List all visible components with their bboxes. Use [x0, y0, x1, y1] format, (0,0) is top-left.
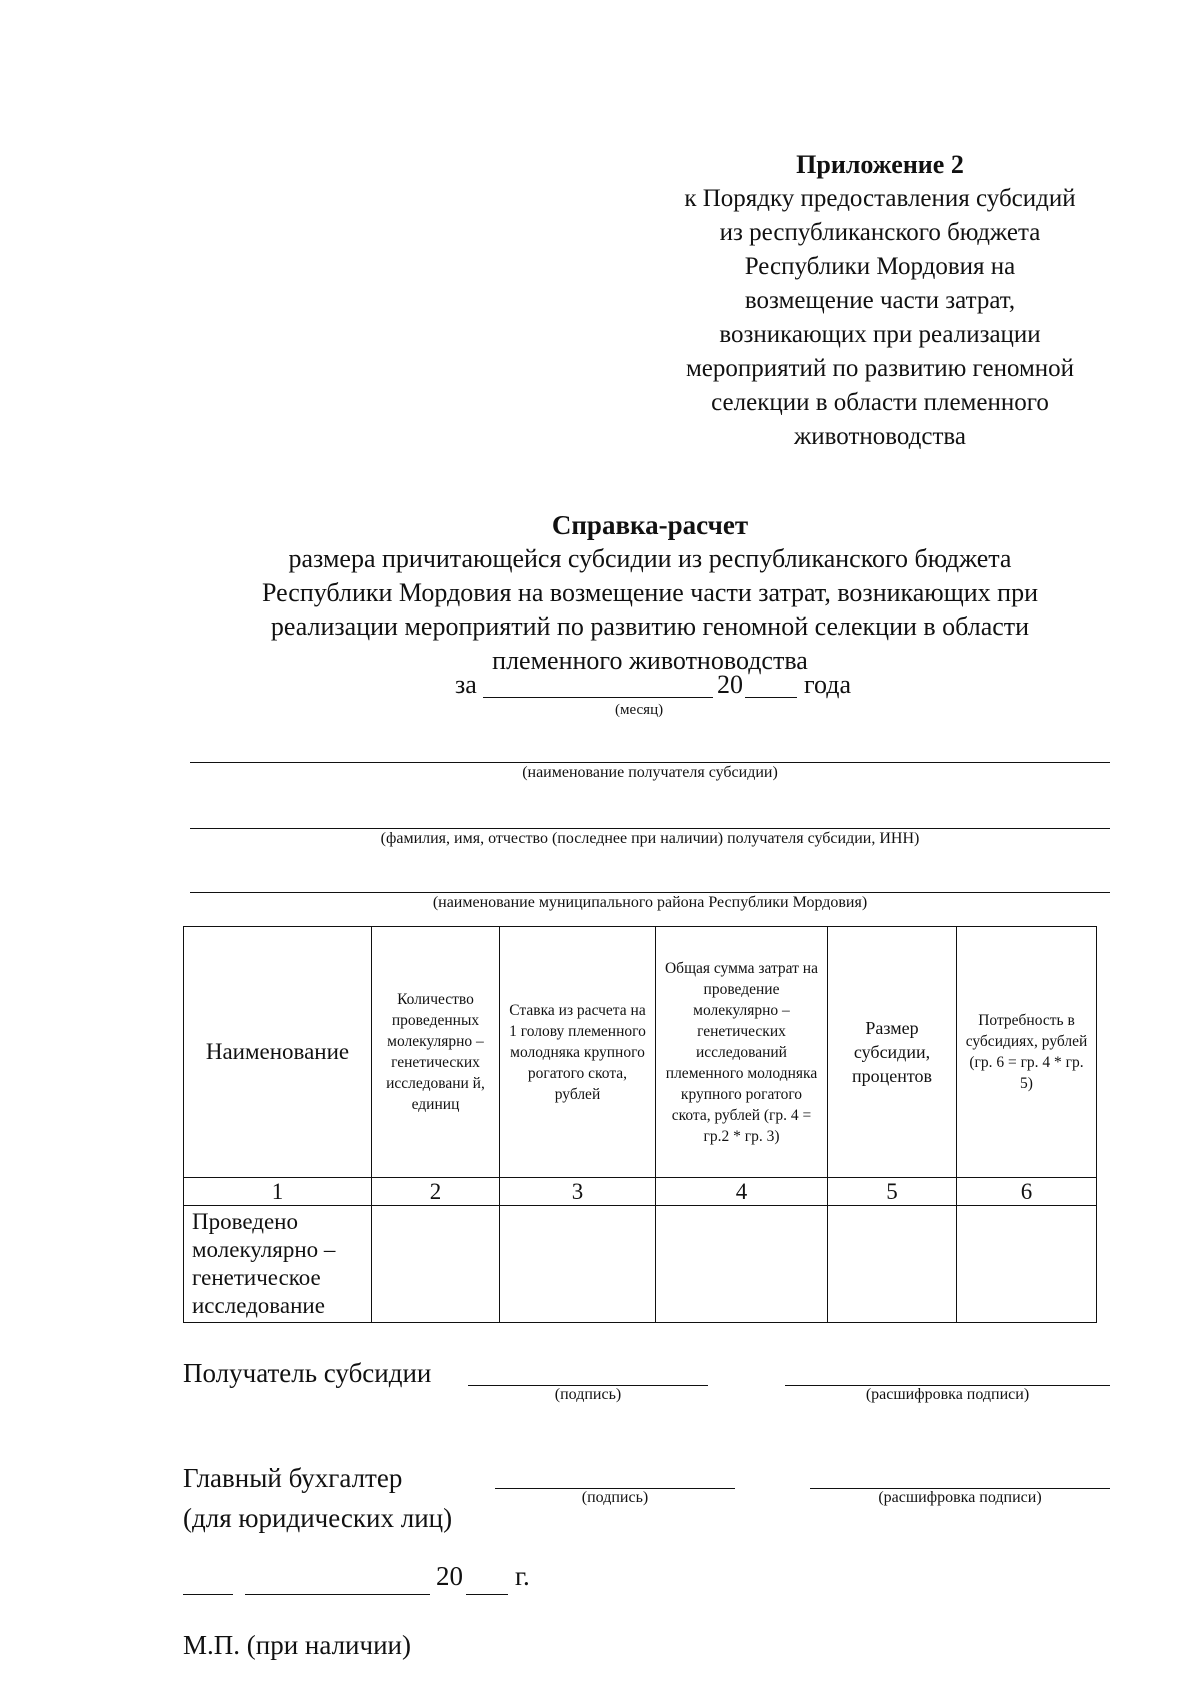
accountant-label-note: (для юридических лиц) [183, 1503, 453, 1533]
column-header: Общая сумма затрат на проведение молекулярно – генетических исследований племенного молодняка крупного рогатого скота, рублей (гр. 4 = гр.2 * гр. 3) [656, 927, 828, 1178]
month-blank[interactable] [483, 697, 713, 698]
date-year-blank[interactable] [466, 1594, 508, 1595]
day-blank[interactable] [183, 1594, 233, 1595]
period-prefix: за [455, 670, 477, 699]
signature-caption: (подпись) [554, 1386, 622, 1403]
column-number: 6 [957, 1178, 1097, 1206]
appendix-line: животноводства [794, 423, 966, 450]
title-line: племенного животноводства [492, 646, 808, 675]
year-blank[interactable] [745, 697, 797, 698]
column-header: Потребность в субсидиях, рублей (гр. 6 = гр. 4 * гр. 5) [957, 927, 1097, 1178]
appendix-line: мероприятий по развитию геномной [685, 355, 1075, 382]
table-cell-rate[interactable] [500, 1206, 656, 1323]
month-caption: (месяц) [615, 702, 664, 718]
column-number: 4 [656, 1178, 828, 1206]
column-number: 2 [372, 1178, 500, 1206]
date-month-blank[interactable] [245, 1594, 430, 1595]
recipient-person-caption: (фамилия, имя, отчество (последнее при наличии) получателя субсидии, ИНН) [380, 830, 920, 847]
table-cell-total-cost[interactable] [656, 1206, 828, 1323]
column-number: 5 [828, 1178, 957, 1206]
appendix-line: возникающих при реализации [719, 321, 1041, 348]
column-number-row [184, 1178, 1097, 1206]
table-cell-subsidy-percent[interactable] [828, 1206, 957, 1323]
column-number: 1 [184, 1178, 372, 1206]
date-year-prefix: 20 [436, 1561, 463, 1591]
appendix-line: возмещение части затрат, [744, 287, 1016, 314]
date-year-suffix: г. [515, 1561, 530, 1591]
period-line [200, 670, 1100, 718]
document-title [200, 508, 1100, 678]
appendix-line: к Порядку предоставления субсидий [684, 185, 1076, 212]
period-year-prefix: 20 [717, 670, 743, 699]
recipient-name-caption: (наименование получателя субсидии) [522, 764, 778, 781]
table-row [184, 1206, 1097, 1323]
row-label: Проведено молекулярно – генетическое исследование [184, 1206, 372, 1323]
recipient-name-line[interactable] [190, 762, 1110, 763]
title-line: реализации мероприятий по развитию геномной селекции в области [270, 612, 1030, 641]
table-cell-subsidy-need[interactable] [957, 1206, 1097, 1323]
appendix-block [640, 148, 1120, 454]
table-header-row [184, 927, 1097, 1178]
stamp-place: М.П. (при наличии) [183, 1630, 411, 1660]
appendix-line: Республики Мордовия на [744, 253, 1016, 280]
column-header: Ставка из расчета на 1 голову племенного молодняка крупного рогатого скота, рублей [500, 927, 656, 1178]
period-suffix: года [804, 670, 852, 699]
recipient-label: Получатель субсидии [183, 1358, 432, 1388]
district-line[interactable] [190, 892, 1110, 893]
recipient-person-line[interactable] [190, 828, 1110, 829]
title-line: размера причитающейся субсидии из республиканского бюджета [288, 544, 1012, 573]
district-caption: (наименование муниципального района Республики Мордовия) [432, 894, 868, 911]
column-header: Наименование [184, 927, 372, 1178]
title-heading: Справка-расчет [551, 510, 749, 540]
accountant-label: Главный бухгалтер [183, 1463, 403, 1493]
calculation-table [183, 926, 1097, 1323]
appendix-heading: Приложение 2 [796, 150, 964, 179]
title-line: Республики Мордовия на возмещение части затрат, возникающих при [261, 578, 1038, 607]
decoding-caption: (расшифровка подписи) [865, 1386, 1030, 1403]
column-header: Размер субсидии, процентов [828, 927, 957, 1178]
column-header: Количество проведенных молекулярно – генетических исследовани й, единиц [372, 927, 500, 1178]
table-cell-quantity[interactable] [372, 1206, 500, 1323]
signature-caption: (подпись) [581, 1489, 649, 1506]
appendix-line: из республиканского бюджета [719, 219, 1041, 246]
decoding-caption: (расшифровка подписи) [878, 1489, 1042, 1506]
appendix-line: селекции в области племенного [711, 389, 1049, 416]
column-number: 3 [500, 1178, 656, 1206]
